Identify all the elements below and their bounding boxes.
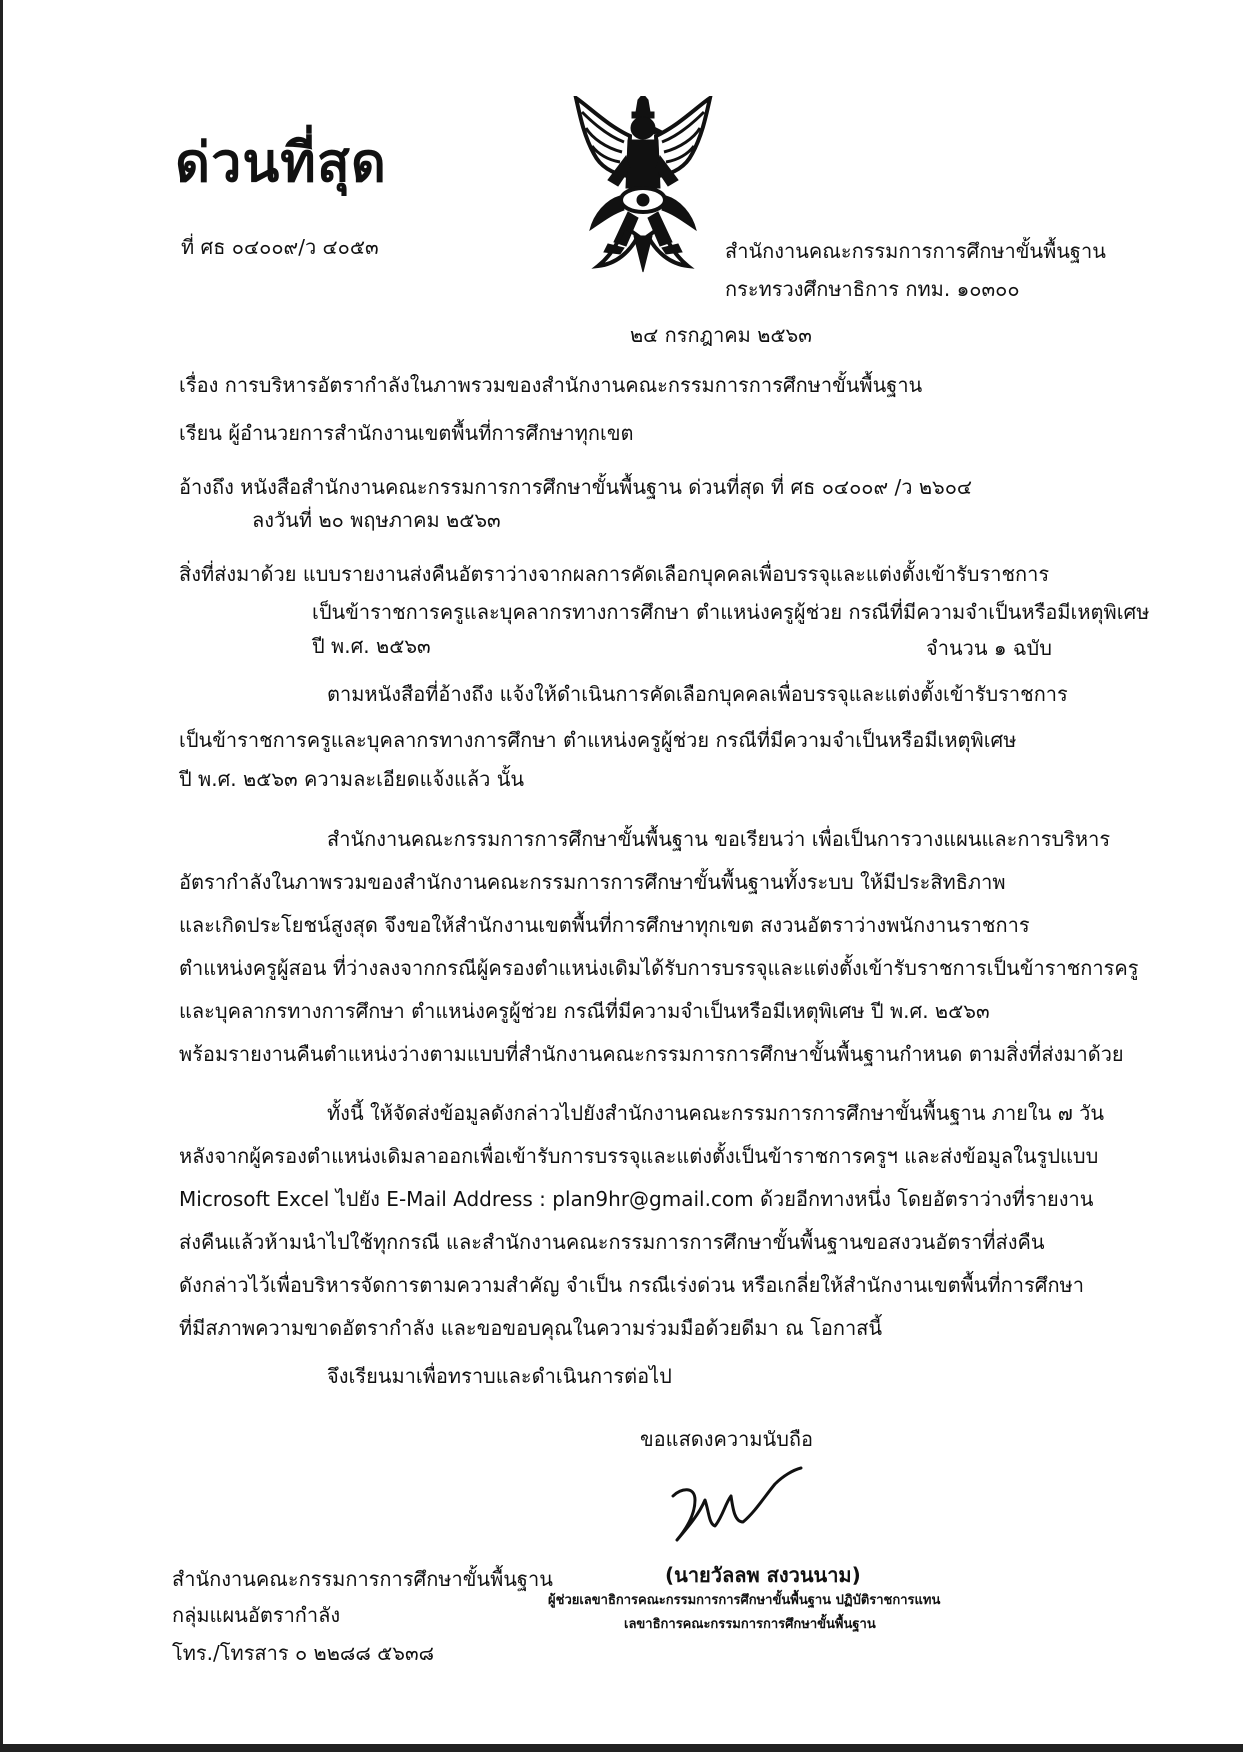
office-address: กระทรวงศึกษาธิการ กทม. ๑๐๓๐๐	[725, 277, 1020, 301]
paragraph-3-line-2: หลังจากผู้ครองตำแหน่งเดิมลาออกเพื่อเข้ารับการบรรจุและแต่งตั้งเป็นข้าราชการครูฯ และส่งข้อมูลในรูปแบบ	[179, 1144, 1099, 1168]
paragraph-3-line-5: ดังกล่าวไว้เพื่อบริหารจัดการตามความสำคัญ จำเป็น กรณีเร่งด่วน หรือเกลี่ยให้สำนักงานเขตพื้นที่การศึกษา	[179, 1273, 1084, 1297]
garuda-emblem-icon	[568, 96, 718, 276]
paragraph-2-line-1: สำนักงานคณะกรรมการการศึกษาขั้นพื้นฐาน ขอเรียนว่า เพื่อเป็นการวางแผนและการบริหาร	[327, 827, 1111, 851]
closing-request: จึงเรียนมาเพื่อทราบและดำเนินการต่อไป	[327, 1364, 672, 1388]
letter-date: ๒๔ กรกฎาคม ๒๕๖๓	[630, 323, 812, 347]
urgency-stamp: ด่วนที่สุด	[175, 131, 387, 194]
paragraph-2-line-5: และบุคลากรทางการศึกษา ตำแหน่งครูผู้ช่วย กรณีที่มีความจำเป็นหรือมีเหตุพิเศษ ปี พ.ศ. ๒๕๖๓	[179, 999, 990, 1023]
subject-line: เรื่อง การบริหารอัตรากำลังในภาพรวมของสำนักงานคณะกรรมการการศึกษาขั้นพื้นฐาน	[179, 373, 923, 397]
enclosure-line-1: สิ่งที่ส่งมาด้วย แบบรายงานส่งคืนอัตราว่างจากผลการคัดเลือกบุคคลเพื่อบรรจุและแต่งตั้งเข้ารับราชการ	[179, 562, 1050, 586]
signatory-name: (นายวัลลพ สงวนนาม)	[665, 1563, 861, 1587]
enclosure-line-2: เป็นข้าราชการครูและบุคลากรทางการศึกษา ตำแหน่งครูผู้ช่วย กรณีที่มีความจำเป็นหรือมีเหตุพิเศษ	[312, 600, 1150, 624]
footer-phone: โทร./โทรสาร ๐ ๒๒๘๘ ๕๖๓๘	[172, 1641, 435, 1665]
paragraph-1-line-3: ปี พ.ศ. ๒๕๖๓ ความละเอียดแจ้งแล้ว นั้น	[179, 767, 525, 791]
paragraph-3-line-4: ส่งคืนแล้วห้ามนำไปใช้ทุกกรณี และสำนักงานคณะกรรมการการศึกษาขั้นพื้นฐานขอสงวนอัตราที่ส่งคืน	[179, 1230, 1045, 1254]
signatory-title-2: เลขาธิการคณะกรรมการการศึกษาขั้นพื้นฐาน	[624, 1617, 876, 1632]
scan-edge-left	[0, 0, 3, 1752]
signatory-title-1: ผู้ช่วยเลขาธิการคณะกรรมการการศึกษาขั้นพื้นฐาน ปฏิบัติราชการแทน	[548, 1593, 941, 1608]
enclosure-count: จำนวน ๑ ฉบับ	[926, 636, 1052, 660]
reference-number: ที่ ศธ ๐๔๐๐๙/ว ๔๐๕๓	[181, 235, 379, 259]
footer-division: กลุ่มแผนอัตรากำลัง	[172, 1603, 341, 1627]
closing-regards: ขอแสดงความนับถือ	[640, 1427, 814, 1451]
reference-line-1: อ้างถึง หนังสือสำนักงานคณะกรรมการการศึกษาขั้นพื้นฐาน ด่วนที่สุด ที่ ศธ ๐๔๐๐๙ /ว ๒๖๐๔	[179, 475, 973, 499]
recipient-line: เรียน ผู้อำนวยการสำนักงานเขตพื้นที่การศึกษาทุกเขต	[179, 421, 634, 445]
scan-edge-bottom	[0, 1744, 1243, 1752]
paragraph-2-line-4: ตำแหน่งครูผู้สอน ที่ว่างลงจากกรณีผู้ครองตำแหน่งเดิมได้รับการบรรจุและแต่งตั้งเข้ารับราชการเป็นข้าราชการครู	[179, 956, 1139, 980]
paragraph-3-line-1: ทั้งนี้ ให้จัดส่งข้อมูลดังกล่าวไปยังสำนักงานคณะกรรมการการศึกษาขั้นพื้นฐาน ภายใน ๗ วัน	[327, 1101, 1104, 1125]
paragraph-2-line-2: อัตรากำลังในภาพรวมของสำนักงานคณะกรรมการการศึกษาขั้นพื้นฐานทั้งระบบ ให้มีประสิทธิภาพ	[179, 870, 1006, 894]
handwritten-signature-icon	[665, 1456, 805, 1546]
paragraph-2-line-3: และเกิดประโยชน์สูงสุด จึงขอให้สำนักงานเขตพื้นที่การศึกษาทุกเขต สงวนอัตราว่างพนักงานราชการ	[179, 913, 1030, 937]
paragraph-3-line-3: Microsoft Excel ไปยัง E-Mail Address : plan9hr@gmail.com ด้วยอีกทางหนึ่ง โดยอัตราว่างที่รายงาน	[179, 1187, 1094, 1211]
footer-office: สำนักงานคณะกรรมการการศึกษาขั้นพื้นฐาน	[172, 1567, 553, 1591]
paragraph-1-line-1: ตามหนังสือที่อ้างถึง แจ้งให้ดำเนินการคัดเลือกบุคคลเพื่อบรรจุและแต่งตั้งเข้ารับราชการ	[327, 682, 1068, 706]
paragraph-1-line-2: เป็นข้าราชการครูและบุคลากรทางการศึกษา ตำแหน่งครูผู้ช่วย กรณีที่มีความจำเป็นหรือมีเหตุพิเศษ	[179, 728, 1017, 752]
paragraph-3-line-6: ที่มีสภาพความขาดอัตรากำลัง และขอขอบคุณในความร่วมมือด้วยดีมา ณ โอกาสนี้	[179, 1316, 883, 1340]
reference-line-2: ลงวันที่ ๒๐ พฤษภาคม ๒๕๖๓	[252, 508, 501, 532]
paragraph-2-line-6: พร้อมรายงานคืนตำแหน่งว่างตามแบบที่สำนักงานคณะกรรมการการศึกษาขั้นพื้นฐานกำหนด ตามสิ่งที่ส่งมาด้วย	[179, 1042, 1124, 1066]
enclosure-line-3: ปี พ.ศ. ๒๕๖๓	[312, 634, 431, 658]
office-name: สำนักงานคณะกรรมการการศึกษาขั้นพื้นฐาน	[725, 239, 1106, 263]
